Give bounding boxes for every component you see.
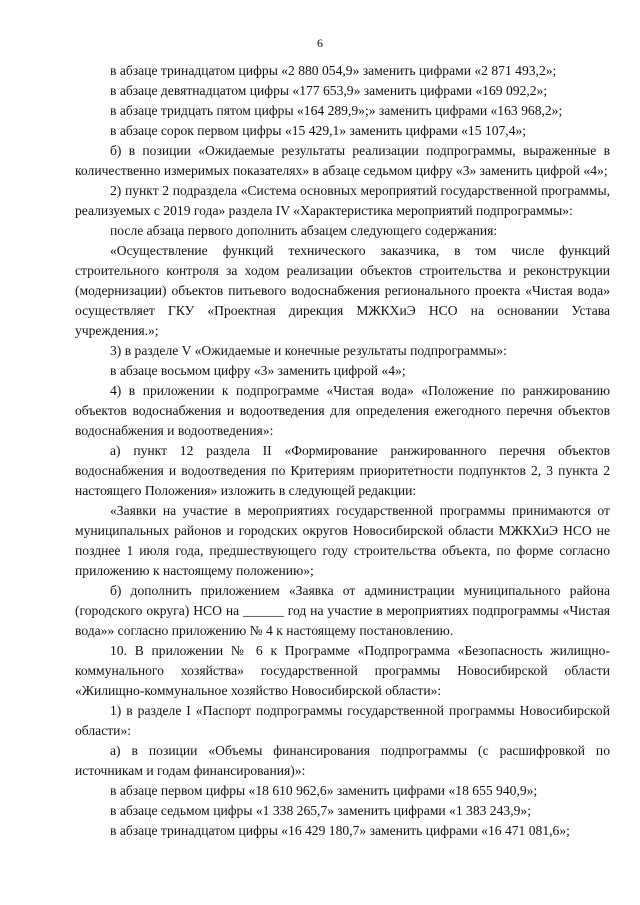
paragraph-11: 4) в приложении к подпрограмме «Чистая вода» «Положение по ранжированию объектов водоснабжения и водоотведения для определения ежегодного перечня объектов водоснабжения и водоотведения»: <box>75 383 610 438</box>
paragraph-16: 1) в разделе I «Паспорт подпрограммы государственной программы Новосибирской области»: <box>75 703 610 738</box>
paragraph-14: б) дополнить приложением «Заявка от администрации муниципального района (городского округа) НСО на ______ год на участие в мероприятиях подпрограммы «Чистая вода»» согласно приложению № 4 к настоящему постановлению. <box>75 583 610 638</box>
paragraph-12: а) пункт 12 раздела II «Формирование ранжированного перечня объектов водоснабжения и водоотведения по Критериям приоритетности подпунктов 2, 3 пункта 2 настоящего Положения» изложить в следующей редакции: <box>75 443 610 498</box>
paragraph-19: в абзаце седьмом цифры «1 338 265,7» заменить цифрами «1 383 243,9»; <box>110 803 531 818</box>
paragraph-10: в абзаце восьмом цифру «3» заменить цифрой «4»; <box>110 363 406 378</box>
paragraph-18: в абзаце первом цифры «18 610 962,6» заменить цифрами «18 655 940,9»; <box>110 783 538 798</box>
paragraph-2: в абзаце девятнадцатом цифры «177 653,9» заменить цифрами «169 092,2»; <box>110 83 548 98</box>
paragraph-6: 2) пункт 2 подраздела «Система основных мероприятий государственной программы, реализуемых с 2019 года» раздела IV «Характеристика мероприятий подпрограммы»: <box>75 183 610 218</box>
paragraph-9: 3) в разделе V «Ожидаемые и конечные результаты подпрограммы»: <box>110 343 507 358</box>
paragraph-1: в абзаце тринадцатом цифры «2 880 054,9» заменить цифрами «2 871 493,2»; <box>110 63 557 78</box>
paragraph-15: 10. В приложении № 6 к Программе «Подпрограмма «Безопасность жилищно-коммунального хозяйства» государственной программы Новосибирской области «Жилищно-коммунальное хозяйство Новосибирской области»: <box>75 643 610 698</box>
page-number: 6 <box>317 36 323 50</box>
paragraph-3: в абзаце тридцать пятом цифры «164 289,9»;» заменить цифрами «163 968,2»; <box>110 103 563 118</box>
paragraph-4: в абзаце сорок первом цифры «15 429,1» заменить цифрами «15 107,4»; <box>110 123 527 138</box>
paragraph-8: «Осуществление функций технического заказчика, в том числе функций строительного контроля за ходом реализации объектов строительства и реконструкции (модернизации) объектов питьевого водоснабжения регионального проекта «Чистая вода» осуществляет ГКУ «Проектная дирекция МЖКХиЭ НСО на основании Устава учреждения.»; <box>75 243 610 338</box>
paragraph-5: б) в позиции «Ожидаемые результаты реализации подпрограммы, выраженные в количественно измеримых показателях» в абзаце седьмом цифру «3» заменить цифрой «4»; <box>75 143 610 178</box>
paragraph-13: «Заявки на участие в мероприятиях государственной программы принимаются от муниципальных районов и городских округов Новосибирской области МЖКХиЭ НСО не позднее 1 июля года, предшествующего году строительства объекта, по форме согласно приложению к настоящему положению»; <box>75 503 610 578</box>
paragraph-17: а) в позиции «Объемы финансирования подпрограммы (с расшифровкой по источникам и годам финансирования)»: <box>75 743 610 778</box>
document-body <box>75 61 610 841</box>
paragraph-7: после абзаца первого дополнить абзацем следующего содержания: <box>110 223 498 238</box>
paragraph-20: в абзаце тринадцатом цифры «16 429 180,7» заменить цифрами «16 471 081,6»; <box>110 823 570 838</box>
